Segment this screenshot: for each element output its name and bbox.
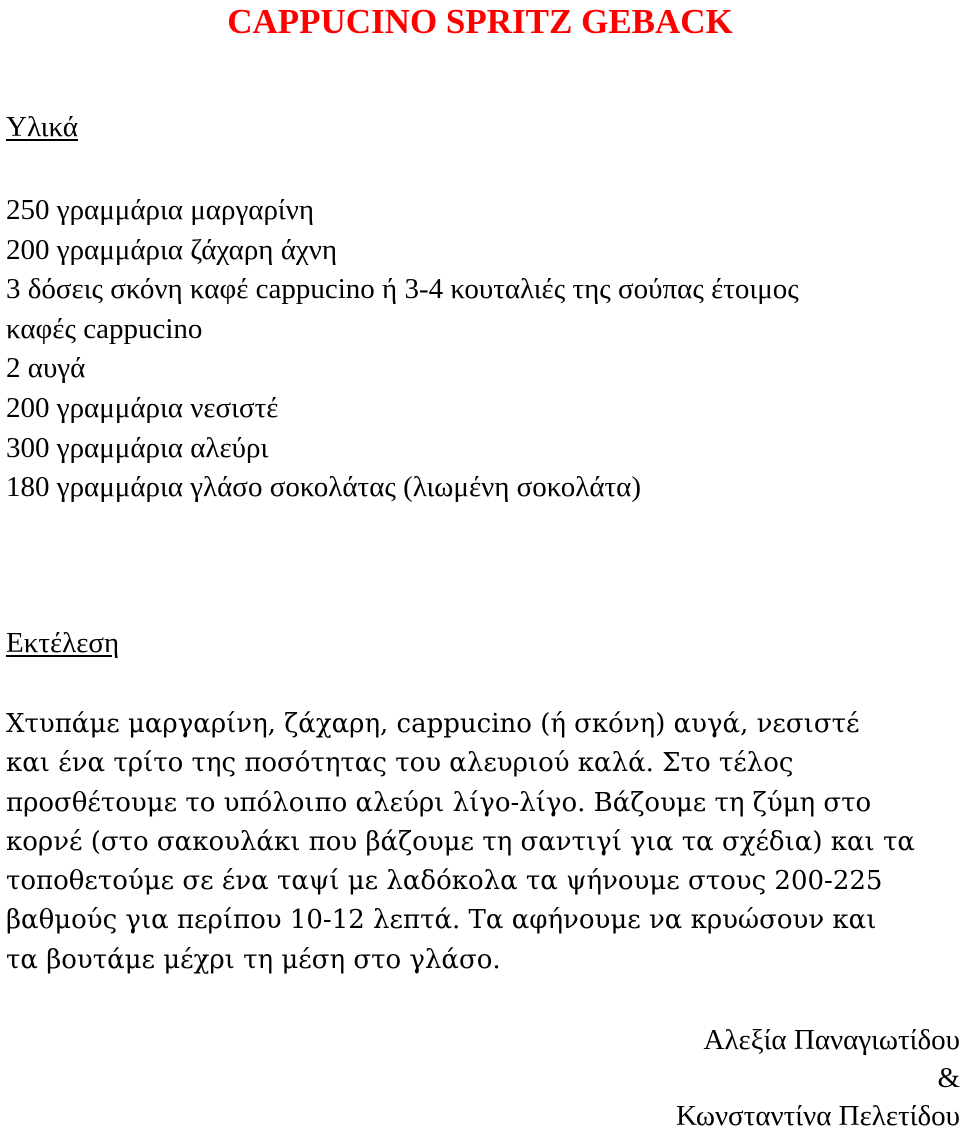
method-line: Χτυπάμε μαργαρίνη, ζάχαρη, cappucino (ή σκόνη) αυγά, νεσιστέ (6, 709, 860, 739)
method-line: και ένα τρίτο της ποσότητας του αλευριού καλά. Στο τέλος (6, 748, 794, 779)
ingredient-line: 300 γραμμάρια αλεύρι (6, 431, 269, 464)
signature-ampersand: & (937, 1062, 960, 1094)
author-name: Αλεξία Παναγιωτίδου (703, 1024, 960, 1056)
ingredient-line: καφές cappucino (6, 312, 203, 345)
ingredients-list (6, 191, 799, 508)
ingredient-line: 180 γραμμάρια γλάσο σοκολάτας (λιωμένη σοκολάτα) (6, 471, 642, 504)
method-line: τοποθετούμε σε ένα ταψί με λαδόκολα τα ψήνουμε στους 200-225 (6, 866, 883, 897)
ingredient-line: 200 γραμμάρια ζάχαρη άχνη (6, 233, 338, 266)
author-signature (676, 1021, 960, 1135)
ingredient-line: 250 γραμμάρια μαργαρίνη (6, 194, 315, 226)
method-line: βαθμούς για περίπου 10-12 λεπτά. Τα αφήνουμε να κρυώσουν και (6, 905, 877, 936)
ingredients-heading: Υλικά (6, 111, 79, 143)
ingredient-line: 200 γραμμάρια νεσιστέ (6, 391, 279, 424)
method-heading: Εκτέλεση (6, 627, 120, 659)
method-line: κορνέ (στο σακουλάκι που βάζουμε τη σαντιγί για τα σχέδια) και τα (6, 826, 915, 857)
recipe-title: CAPPUCINO SPRITZ GEBACK (227, 2, 733, 41)
ingredient-line: 3 δόσεις σκόνη καφέ cappucino ή 3-4 κουταλιές της σούπας έτοιμος (6, 273, 799, 306)
method-paragraph (6, 705, 956, 980)
method-line: τα βουτάμε μέχρι τη μέση στο γλάσο. (6, 944, 501, 975)
ingredient-line: 2 αυγά (6, 352, 86, 385)
author-name: Κωνσταντίνα Πελετίδου (675, 1100, 960, 1132)
method-line: προσθέτουμε το υπόλοιπο αλεύρι λίγο-λίγο. Βάζουμε τη ζύμη στο (6, 787, 872, 818)
